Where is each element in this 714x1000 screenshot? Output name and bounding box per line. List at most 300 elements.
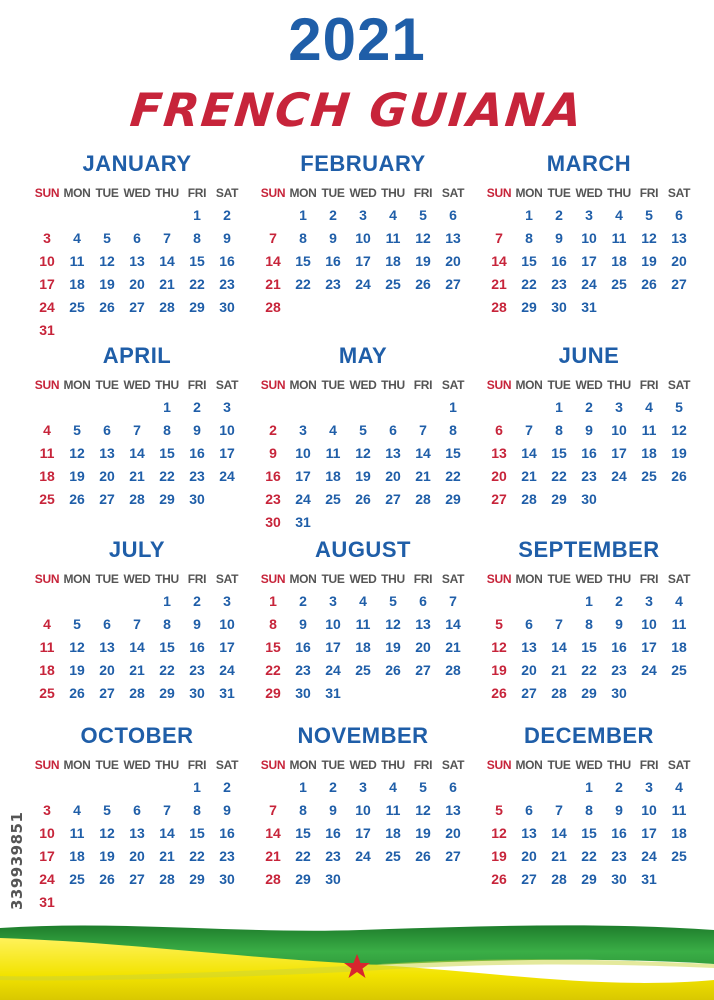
- empty-day-cell: [152, 776, 182, 799]
- weekday-header-row: [32, 374, 242, 396]
- weekday-label: WED: [123, 186, 151, 200]
- weekday-label: MON: [63, 378, 91, 392]
- day-cell: 7: [555, 802, 563, 818]
- day-cell: 7: [133, 616, 141, 632]
- day-cell: 18: [69, 276, 85, 292]
- day-cell: 1: [449, 399, 457, 415]
- day-cell: 27: [385, 491, 401, 507]
- day-cell: 1: [525, 207, 533, 223]
- day-cell: 28: [491, 299, 507, 315]
- weekday-label: TUE: [547, 186, 571, 200]
- week-row: [484, 868, 694, 891]
- empty-day-cell: [484, 590, 514, 613]
- day-cell: 30: [189, 491, 205, 507]
- weekday-label: MON: [289, 758, 317, 772]
- day-cell: 8: [193, 802, 201, 818]
- day-cell: 18: [39, 662, 55, 678]
- empty-day-cell: [514, 396, 544, 419]
- day-cell: 27: [491, 491, 507, 507]
- day-cell: 22: [295, 276, 311, 292]
- day-cell: 3: [43, 802, 51, 818]
- day-cell: 23: [325, 276, 341, 292]
- empty-day-cell: [92, 590, 122, 613]
- day-cell: 9: [615, 802, 623, 818]
- day-cell: 16: [325, 825, 341, 841]
- day-cell: 10: [355, 802, 371, 818]
- week-row: [258, 636, 468, 659]
- day-cell: 10: [641, 616, 657, 632]
- week-row: [484, 465, 694, 488]
- weekday-header-row: [484, 568, 694, 590]
- day-cell: 9: [615, 616, 623, 632]
- week-row: [484, 613, 694, 636]
- day-cell: 21: [159, 276, 175, 292]
- day-cell: 18: [69, 848, 85, 864]
- day-cell: 17: [641, 639, 657, 655]
- weekday-header-row: [32, 754, 242, 776]
- weekday-label: WED: [123, 378, 151, 392]
- empty-day-cell: [32, 776, 62, 799]
- day-cell: 2: [329, 207, 337, 223]
- day-cell: 24: [355, 848, 371, 864]
- empty-day-cell: [62, 396, 92, 419]
- weekday-label: TUE: [321, 758, 345, 772]
- week-row: [484, 204, 694, 227]
- day-cell: 19: [69, 662, 85, 678]
- week-row: [32, 659, 242, 682]
- day-cell: 3: [359, 207, 367, 223]
- day-cell: 8: [299, 230, 307, 246]
- day-cell: 11: [641, 422, 657, 438]
- weekday-label: WED: [575, 378, 603, 392]
- day-cell: 23: [189, 662, 205, 678]
- day-cell: 21: [415, 468, 431, 484]
- day-cell: 1: [163, 399, 171, 415]
- day-cell: 12: [671, 422, 687, 438]
- empty-day-cell: [62, 776, 92, 799]
- day-cell: 9: [193, 422, 201, 438]
- day-cell: 17: [39, 276, 55, 292]
- weekday-label: THU: [607, 572, 631, 586]
- day-cell: 15: [551, 445, 567, 461]
- day-cell: 21: [551, 848, 567, 864]
- day-cell: 9: [269, 445, 277, 461]
- weekday-header-row: [32, 568, 242, 590]
- weekday-label: SAT: [215, 186, 239, 200]
- weekday-label: TUE: [95, 758, 119, 772]
- week-row: [484, 682, 694, 705]
- week-row: [258, 776, 468, 799]
- weekday-label: FRI: [187, 378, 207, 392]
- week-row: [258, 511, 468, 534]
- day-cell: 2: [329, 779, 337, 795]
- weekday-label: FRI: [639, 186, 659, 200]
- day-cell: 30: [325, 871, 341, 887]
- day-cell: 16: [611, 825, 627, 841]
- calendar-year-title: 2021: [288, 6, 426, 73]
- day-cell: 22: [551, 468, 567, 484]
- weekday-label: WED: [123, 572, 151, 586]
- day-cell: 20: [445, 825, 461, 841]
- day-cell: 19: [355, 468, 371, 484]
- day-cell: 24: [295, 491, 311, 507]
- day-cell: 3: [585, 207, 593, 223]
- weekday-label: MON: [63, 572, 91, 586]
- day-cell: 2: [585, 399, 593, 415]
- month-october: [32, 720, 242, 910]
- day-cell: 23: [219, 276, 235, 292]
- day-cell: 31: [581, 299, 597, 315]
- day-cell: 29: [521, 299, 537, 315]
- empty-day-cell: [544, 590, 574, 613]
- month-name: MARCH: [546, 151, 632, 176]
- day-cell: 5: [495, 616, 503, 632]
- week-row: [258, 419, 468, 442]
- day-cell: 27: [671, 276, 687, 292]
- day-cell: 28: [551, 685, 567, 701]
- day-cell: 18: [325, 468, 341, 484]
- day-cell: 4: [43, 616, 51, 632]
- weekday-label: WED: [575, 758, 603, 772]
- day-cell: 9: [329, 802, 337, 818]
- day-cell: 30: [219, 871, 235, 887]
- day-cell: 6: [525, 616, 533, 632]
- day-cell: 21: [129, 662, 145, 678]
- day-cell: 7: [163, 230, 171, 246]
- month-july: [32, 534, 242, 724]
- day-cell: 20: [385, 468, 401, 484]
- weekday-label: THU: [155, 378, 179, 392]
- week-row: [258, 799, 468, 822]
- day-cell: 6: [103, 616, 111, 632]
- week-row: [258, 250, 468, 273]
- day-cell: 8: [193, 230, 201, 246]
- day-cell: 5: [495, 802, 503, 818]
- day-cell: 20: [415, 639, 431, 655]
- day-cell: 23: [325, 848, 341, 864]
- day-cell: 4: [615, 207, 623, 223]
- day-cell: 27: [99, 685, 115, 701]
- empty-day-cell: [92, 396, 122, 419]
- month-november: [258, 720, 468, 910]
- day-cell: 18: [611, 253, 627, 269]
- month-december: [484, 720, 694, 910]
- weekday-label: TUE: [95, 378, 119, 392]
- day-cell: 12: [69, 445, 85, 461]
- day-cell: 28: [159, 299, 175, 315]
- month-march: [484, 148, 694, 338]
- day-cell: 17: [611, 445, 627, 461]
- day-cell: 13: [99, 445, 115, 461]
- day-cell: 30: [581, 491, 597, 507]
- day-cell: 8: [585, 616, 593, 632]
- day-cell: 1: [299, 207, 307, 223]
- day-cell: 24: [641, 848, 657, 864]
- day-cell: 21: [265, 276, 281, 292]
- weekday-label: TUE: [95, 572, 119, 586]
- day-cell: 30: [611, 685, 627, 701]
- day-cell: 14: [491, 253, 507, 269]
- week-row: [258, 273, 468, 296]
- day-cell: 16: [551, 253, 567, 269]
- weekday-label: FRI: [187, 572, 207, 586]
- day-cell: 31: [39, 894, 55, 910]
- day-cell: 10: [581, 230, 597, 246]
- day-cell: 2: [223, 207, 231, 223]
- day-cell: 1: [193, 779, 201, 795]
- day-cell: 1: [269, 593, 277, 609]
- day-cell: 13: [129, 825, 145, 841]
- day-cell: 13: [385, 445, 401, 461]
- day-cell: 25: [385, 848, 401, 864]
- day-cell: 10: [295, 445, 311, 461]
- day-cell: 16: [295, 639, 311, 655]
- weekday-label: WED: [349, 758, 377, 772]
- day-cell: 23: [551, 276, 567, 292]
- day-cell: 11: [69, 825, 85, 841]
- week-row: [32, 636, 242, 659]
- empty-day-cell: [32, 396, 62, 419]
- day-cell: 6: [449, 207, 457, 223]
- day-cell: 7: [449, 593, 457, 609]
- day-cell: 2: [615, 779, 623, 795]
- day-cell: 19: [99, 848, 115, 864]
- day-cell: 23: [219, 848, 235, 864]
- day-cell: 11: [69, 253, 85, 269]
- day-cell: 2: [269, 422, 277, 438]
- day-cell: 2: [615, 593, 623, 609]
- day-cell: 8: [585, 802, 593, 818]
- day-cell: 6: [675, 207, 683, 223]
- weekday-label: TUE: [321, 186, 345, 200]
- day-cell: 4: [389, 207, 397, 223]
- day-cell: 17: [641, 825, 657, 841]
- empty-day-cell: [152, 204, 182, 227]
- weekday-label: SAT: [441, 572, 465, 586]
- day-cell: 12: [415, 802, 431, 818]
- day-cell: 1: [555, 399, 563, 415]
- day-cell: 26: [99, 299, 115, 315]
- day-cell: 7: [133, 422, 141, 438]
- day-cell: 20: [129, 276, 145, 292]
- weekday-label: MON: [63, 758, 91, 772]
- day-cell: 25: [69, 871, 85, 887]
- day-cell: 10: [39, 253, 55, 269]
- day-cell: 26: [491, 685, 507, 701]
- day-cell: 5: [419, 207, 427, 223]
- day-cell: 22: [521, 276, 537, 292]
- weekday-header-row: [258, 754, 468, 776]
- day-cell: 16: [325, 253, 341, 269]
- day-cell: 10: [39, 825, 55, 841]
- empty-day-cell: [62, 590, 92, 613]
- week-row: [32, 822, 242, 845]
- week-row: [484, 419, 694, 442]
- day-cell: 19: [415, 825, 431, 841]
- week-row: [258, 682, 468, 705]
- day-cell: 21: [491, 276, 507, 292]
- day-cell: 14: [159, 253, 175, 269]
- day-cell: 21: [265, 848, 281, 864]
- day-cell: 27: [445, 848, 461, 864]
- weekday-label: THU: [155, 572, 179, 586]
- week-row: [484, 590, 694, 613]
- day-cell: 23: [265, 491, 281, 507]
- day-cell: 1: [585, 779, 593, 795]
- month-april: [32, 340, 242, 530]
- weekday-label: SUN: [34, 758, 60, 772]
- day-cell: 4: [73, 802, 81, 818]
- day-cell: 25: [355, 662, 371, 678]
- day-cell: 13: [671, 230, 687, 246]
- day-cell: 18: [385, 825, 401, 841]
- day-cell: 24: [219, 662, 235, 678]
- day-cell: 6: [133, 802, 141, 818]
- day-cell: 9: [585, 422, 593, 438]
- empty-day-cell: [32, 204, 62, 227]
- day-cell: 3: [645, 593, 653, 609]
- month-name: SEPTEMBER: [518, 537, 660, 562]
- weekday-header-row: [258, 374, 468, 396]
- week-row: [32, 488, 242, 511]
- week-row: [258, 868, 468, 891]
- day-cell: 25: [671, 848, 687, 864]
- french-guiana-flag-icon: [0, 920, 714, 1000]
- day-cell: 13: [521, 825, 537, 841]
- day-cell: 3: [645, 779, 653, 795]
- weekday-label: FRI: [413, 758, 433, 772]
- week-row: [258, 442, 468, 465]
- day-cell: 10: [611, 422, 627, 438]
- day-cell: 25: [611, 276, 627, 292]
- empty-day-cell: [122, 396, 152, 419]
- day-cell: 29: [189, 299, 205, 315]
- day-cell: 9: [299, 616, 307, 632]
- weekday-label: MON: [515, 186, 543, 200]
- empty-day-cell: [514, 590, 544, 613]
- day-cell: 9: [329, 230, 337, 246]
- day-cell: 27: [521, 685, 537, 701]
- day-cell: 30: [219, 299, 235, 315]
- day-cell: 24: [325, 662, 341, 678]
- day-cell: 26: [415, 276, 431, 292]
- weekday-header-row: [484, 182, 694, 204]
- day-cell: 17: [355, 825, 371, 841]
- day-cell: 4: [675, 779, 683, 795]
- month-name: JULY: [108, 537, 166, 562]
- day-cell: 12: [99, 253, 115, 269]
- day-cell: 1: [299, 779, 307, 795]
- day-cell: 15: [189, 253, 205, 269]
- week-row: [484, 273, 694, 296]
- day-cell: 6: [103, 422, 111, 438]
- weekday-label: MON: [515, 572, 543, 586]
- day-cell: 26: [69, 491, 85, 507]
- day-cell: 19: [491, 848, 507, 864]
- weekday-label: SUN: [260, 186, 286, 200]
- day-cell: 28: [551, 871, 567, 887]
- day-cell: 12: [69, 639, 85, 655]
- empty-day-cell: [32, 590, 62, 613]
- day-cell: 15: [265, 639, 281, 655]
- empty-day-cell: [288, 396, 318, 419]
- week-row: [484, 776, 694, 799]
- weekday-label: SAT: [215, 758, 239, 772]
- day-cell: 8: [269, 616, 277, 632]
- day-cell: 6: [449, 779, 457, 795]
- day-cell: 12: [491, 639, 507, 655]
- day-cell: 21: [159, 848, 175, 864]
- day-cell: 11: [385, 802, 401, 818]
- weekday-label: MON: [515, 758, 543, 772]
- week-row: [258, 488, 468, 511]
- day-cell: 14: [415, 445, 431, 461]
- day-cell: 31: [219, 685, 235, 701]
- weekday-label: SUN: [260, 572, 286, 586]
- day-cell: 24: [219, 468, 235, 484]
- week-row: [258, 396, 468, 419]
- day-cell: 15: [521, 253, 537, 269]
- day-cell: 20: [129, 848, 145, 864]
- day-cell: 15: [581, 639, 597, 655]
- day-cell: 13: [445, 802, 461, 818]
- day-cell: 1: [193, 207, 201, 223]
- day-cell: 31: [325, 685, 341, 701]
- month-name: MAY: [338, 343, 388, 368]
- empty-day-cell: [544, 776, 574, 799]
- day-cell: 13: [99, 639, 115, 655]
- day-cell: 27: [415, 662, 431, 678]
- day-cell: 8: [555, 422, 563, 438]
- day-cell: 30: [265, 514, 281, 530]
- day-cell: 14: [159, 825, 175, 841]
- day-cell: 21: [129, 468, 145, 484]
- week-row: [484, 636, 694, 659]
- weekday-label: WED: [349, 572, 377, 586]
- weekday-label: SUN: [34, 378, 60, 392]
- day-cell: 5: [675, 399, 683, 415]
- day-cell: 9: [223, 230, 231, 246]
- day-cell: 11: [385, 230, 401, 246]
- weekday-label: THU: [381, 758, 405, 772]
- day-cell: 13: [491, 445, 507, 461]
- day-cell: 25: [671, 662, 687, 678]
- day-cell: 31: [295, 514, 311, 530]
- week-row: [258, 659, 468, 682]
- day-cell: 28: [445, 662, 461, 678]
- weekday-label: SUN: [486, 378, 512, 392]
- day-cell: 7: [555, 616, 563, 632]
- day-cell: 24: [611, 468, 627, 484]
- week-row: [32, 250, 242, 273]
- day-cell: 28: [159, 871, 175, 887]
- week-row: [258, 227, 468, 250]
- weekday-label: FRI: [639, 378, 659, 392]
- day-cell: 3: [223, 399, 231, 415]
- day-cell: 29: [581, 871, 597, 887]
- day-cell: 8: [525, 230, 533, 246]
- weekday-label: FRI: [187, 758, 207, 772]
- day-cell: 11: [325, 445, 341, 461]
- weekday-label: SAT: [667, 186, 691, 200]
- day-cell: 7: [495, 230, 503, 246]
- day-cell: 11: [355, 616, 371, 632]
- day-cell: 7: [525, 422, 533, 438]
- day-cell: 16: [611, 639, 627, 655]
- day-cell: 31: [39, 322, 55, 338]
- day-cell: 6: [495, 422, 503, 438]
- weekday-label: SAT: [215, 572, 239, 586]
